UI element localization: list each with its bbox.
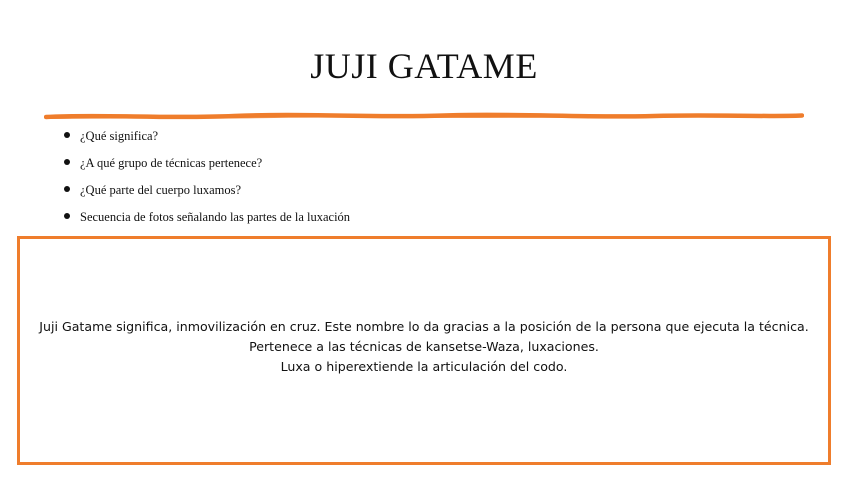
bullet-dot-icon <box>64 213 70 219</box>
bullet-text: ¿Qué parte del cuerpo luxamos? <box>80 183 242 197</box>
slide-title: JUJI GATAME <box>310 46 538 86</box>
bullet-dot-icon <box>64 132 70 138</box>
bullet-dot-icon <box>64 186 70 192</box>
list-item <box>62 153 350 180</box>
question-list <box>62 126 350 234</box>
answer-box <box>17 236 831 465</box>
answer-line: Pertenece a las técnicas de kansetse-Waza, luxaciones. <box>249 339 599 354</box>
list-item <box>62 207 350 234</box>
answer-line: Juji Gatame significa, inmovilización en cruz. Este nombre lo da gracias a la posición de la persona que ejecuta la técnica. <box>39 319 809 334</box>
list-item <box>62 180 350 207</box>
title-underline-brush <box>44 110 804 122</box>
answer-text <box>20 317 828 377</box>
bullet-dot-icon <box>64 159 70 165</box>
bullet-text: ¿Qué significa? <box>80 129 159 143</box>
list-item <box>62 126 350 153</box>
answer-line: Luxa o hiperextiende la articulación del codo. <box>280 359 568 374</box>
bullet-text: ¿A qué grupo de técnicas pertenece? <box>80 156 263 170</box>
bullet-text: Secuencia de fotos señalando las partes de la luxación <box>80 210 351 224</box>
